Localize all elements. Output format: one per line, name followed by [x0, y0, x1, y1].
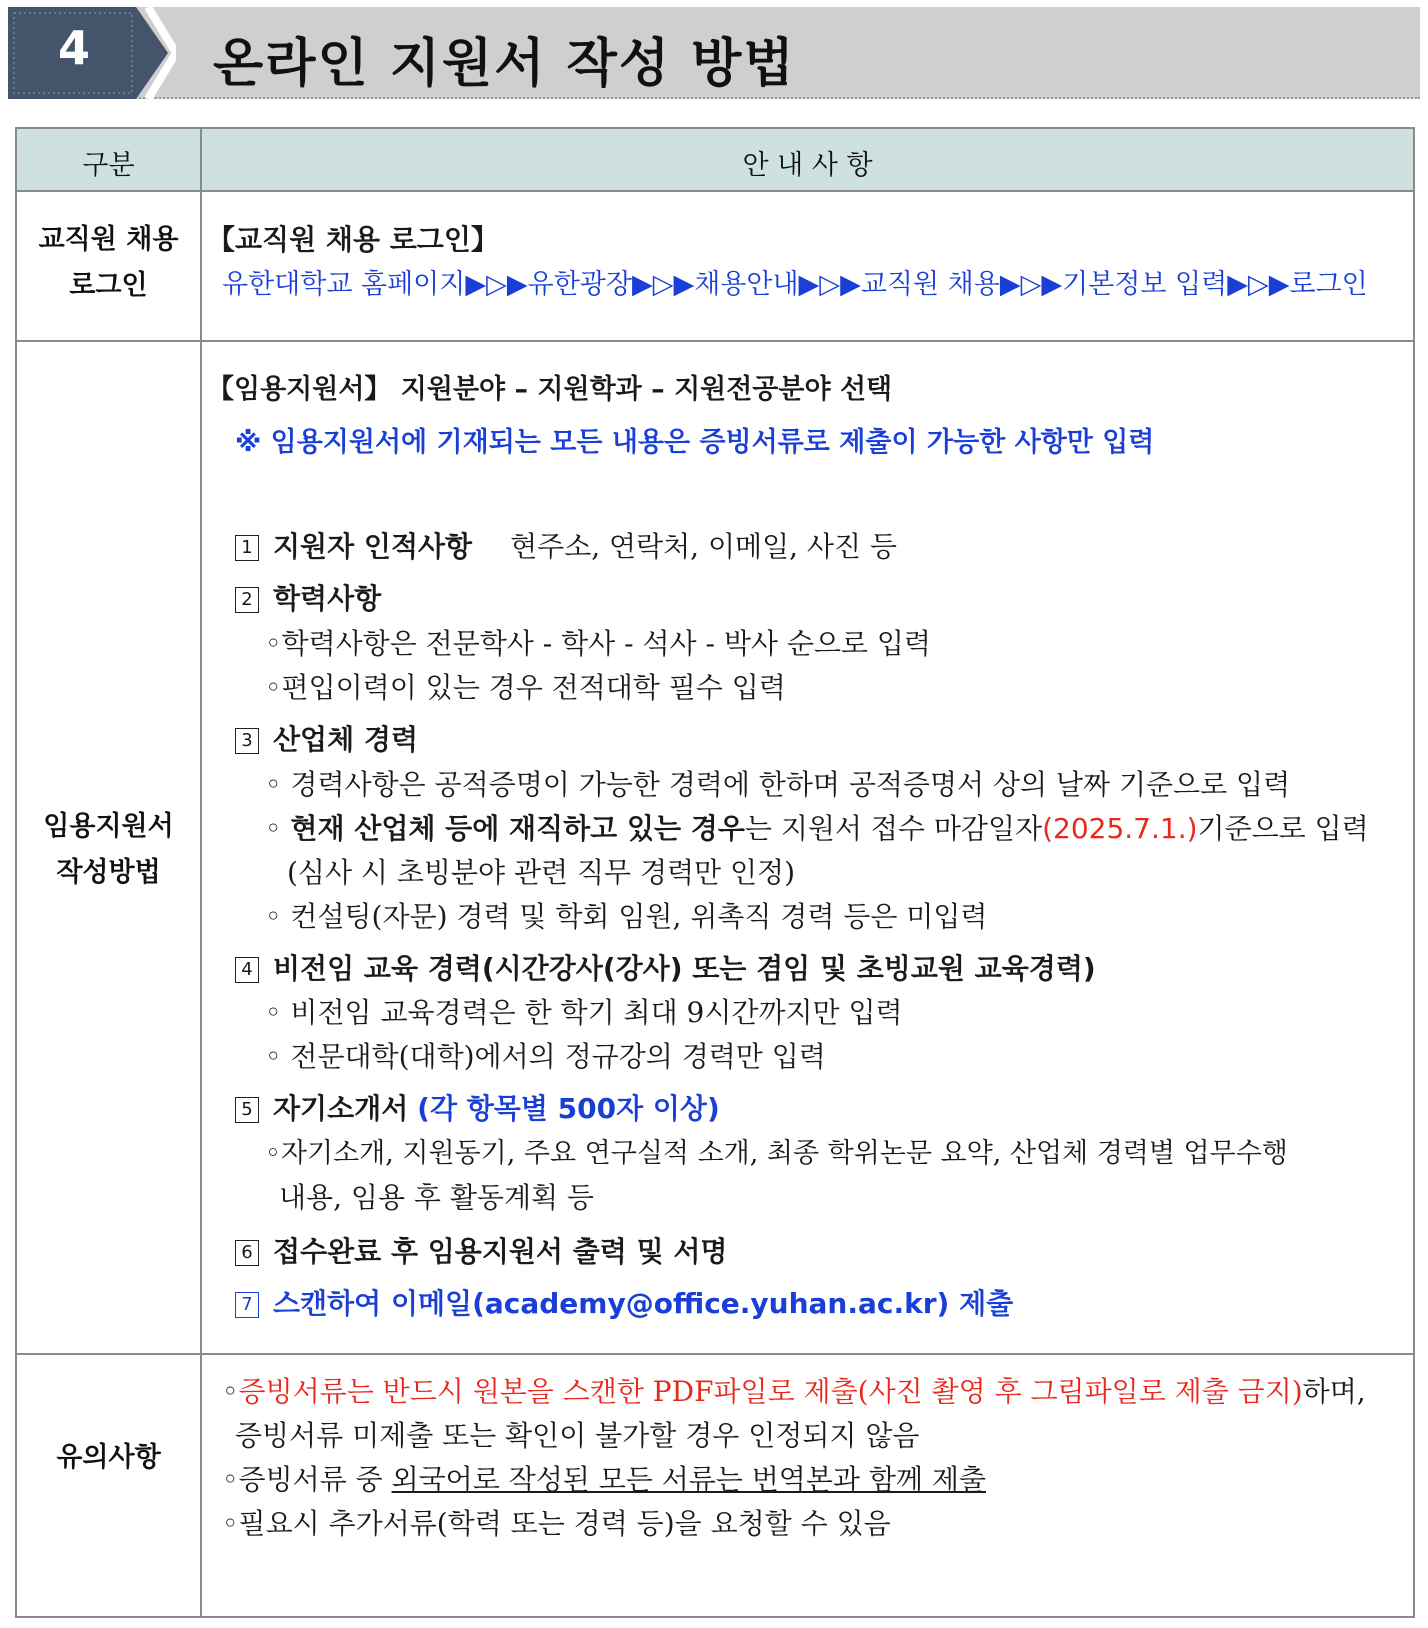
note-text: ◦증빙서류 중 — [222, 1463, 392, 1496]
item-heading: 산업체 경력 — [273, 723, 418, 756]
item-number-box: 3 — [235, 728, 259, 754]
row-label-line: 로그인 — [69, 270, 148, 301]
bullet-text: ◦ 경력사항은 공적증명이 가능한 경력에 한하며 공적증명서 상의 날짜 기준으로 입력 — [265, 768, 1291, 801]
login-path: 유한대학교 홈페이지▶▷▶유한광장▶▷▶채용안내▶▷▶교직원 채용▶▷▶기본정보 입력▶▷▶로그인 — [222, 269, 1368, 300]
item-industry-career — [235, 722, 418, 758]
section-number: 4 — [57, 21, 90, 75]
bullet-continuation: 내용, 임용 후 활동계획 등 — [279, 1181, 594, 1214]
row-label-application — [17, 804, 200, 896]
page-title: 온라인 지원서 작성 방법 — [213, 34, 796, 94]
item-heading: 지원자 인적사항 — [273, 530, 473, 563]
item-print-sign — [235, 1234, 727, 1270]
item-heading-note: (각 항목별 500자 이상) — [417, 1092, 720, 1125]
item-heading: 접수완료 후 임용지원서 출력 및 서명 — [273, 1235, 728, 1268]
bullet-text: 는 지원서 접수 마감일자 — [744, 812, 1043, 845]
row-label-line: 임용지원서 — [43, 811, 174, 842]
item-scan-email — [235, 1286, 1013, 1322]
note-text: 하며, — [1302, 1375, 1366, 1408]
item-heading-note: 현주소, 연락처, 이메일, 사진 등 — [510, 530, 897, 563]
item-education — [235, 581, 381, 617]
item-number-box: 2 — [235, 587, 259, 613]
bullet-text: ◦ 전문대학(대학)에서의 정규강의 경력만 입력 — [265, 1040, 826, 1073]
bullet-text: ◦ 비전임 교육경력은 한 학기 최대 9시간까지만 입력 — [265, 996, 903, 1029]
note-pdf-submission — [222, 1374, 1366, 1410]
item-number-box: 1 — [235, 535, 259, 561]
bullet-marker: ◦ — [265, 812, 282, 845]
bullet-text: ◦학력사항은 전문학사 - 학사 - 석사 - 박사 순으로 입력 — [265, 627, 931, 660]
bullet-text: 기준으로 입력 — [1197, 812, 1369, 845]
item-number-box: 4 — [235, 957, 259, 983]
bullet-text: ◦ 컨설팅(자문) 경력 및 학회 임원, 위촉직 경력 등은 미입력 — [265, 900, 988, 933]
deadline-date: (2025.7.1.) — [1042, 812, 1198, 845]
bullet-text: ◦자기소개, 지원동기, 주요 연구실적 소개, 최종 학위논문 요약, 산업체 경력별 업무수행 — [265, 1138, 1288, 1169]
row-divider — [17, 1353, 1413, 1355]
note-underlined-text: 외국어로 작성된 모든 서류는 번역본과 함께 제출 — [391, 1463, 986, 1496]
item-heading: 스캔하여 이메일(academy@office.yuhan.ac.kr) 제출 — [273, 1287, 1014, 1320]
note-translation — [222, 1462, 986, 1498]
column-divider — [200, 129, 202, 1616]
login-title: 【교직원 채용 로그인】 — [207, 223, 499, 256]
item-number-box: 7 — [235, 1292, 259, 1318]
item-heading: 자기소개서 — [273, 1092, 409, 1125]
item-personal-info — [235, 529, 897, 565]
note-red-text: 증빙서류는 반드시 원본을 스캔한 PDF파일로 제출(사진 촬영 후 그림파일로 제출 금지) — [238, 1375, 1303, 1408]
row-label-login — [17, 217, 200, 309]
bullet-continuation: (심사 시 초빙분야 관련 직무 경력만 인정) — [287, 856, 796, 889]
application-notice: ※ 임용지원서에 기재되는 모든 내용은 증빙서류로 제출이 가능한 사항만 입력 — [235, 427, 1155, 458]
note-continuation: 증빙서류 미제출 또는 확인이 불가할 경우 인정되지 않음 — [235, 1419, 920, 1452]
item-heading: 학력사항 — [273, 582, 382, 615]
note-marker: ◦ — [222, 1375, 239, 1408]
column-header-category: 구분 — [82, 150, 135, 181]
note-additional-docs: ◦필요시 추가서류(학력 또는 경력 등)을 요청할 수 있음 — [222, 1507, 891, 1540]
item-number-box: 6 — [235, 1240, 259, 1266]
bullet-bold-text: 현재 산업체 등에 재직하고 있는 경우 — [290, 812, 745, 845]
row-label-line: 교직원 채용 — [38, 224, 179, 255]
column-header-guidance: 안 내 사 항 — [742, 150, 873, 181]
row-label-line: 작성방법 — [56, 857, 161, 888]
item-heading: 비전임 교육 경력(시간강사(강사) 또는 겸임 및 초빙교원 교육경력) — [273, 952, 1096, 985]
row-label-notes: 유의사항 — [56, 1442, 161, 1473]
item-number-box: 5 — [235, 1097, 259, 1123]
application-title: 【임용지원서】 지원분야 – 지원학과 – 지원전공분야 선택 — [207, 374, 893, 405]
item-teaching-career — [235, 951, 1096, 987]
guide-table — [15, 127, 1415, 1618]
item-self-introduction — [235, 1091, 720, 1127]
section-header — [8, 7, 1420, 99]
bullet-current-employment — [265, 811, 1369, 847]
row-divider — [17, 340, 1413, 342]
bullet-text: ◦편입이력이 있는 경우 전적대학 필수 입력 — [265, 671, 786, 704]
